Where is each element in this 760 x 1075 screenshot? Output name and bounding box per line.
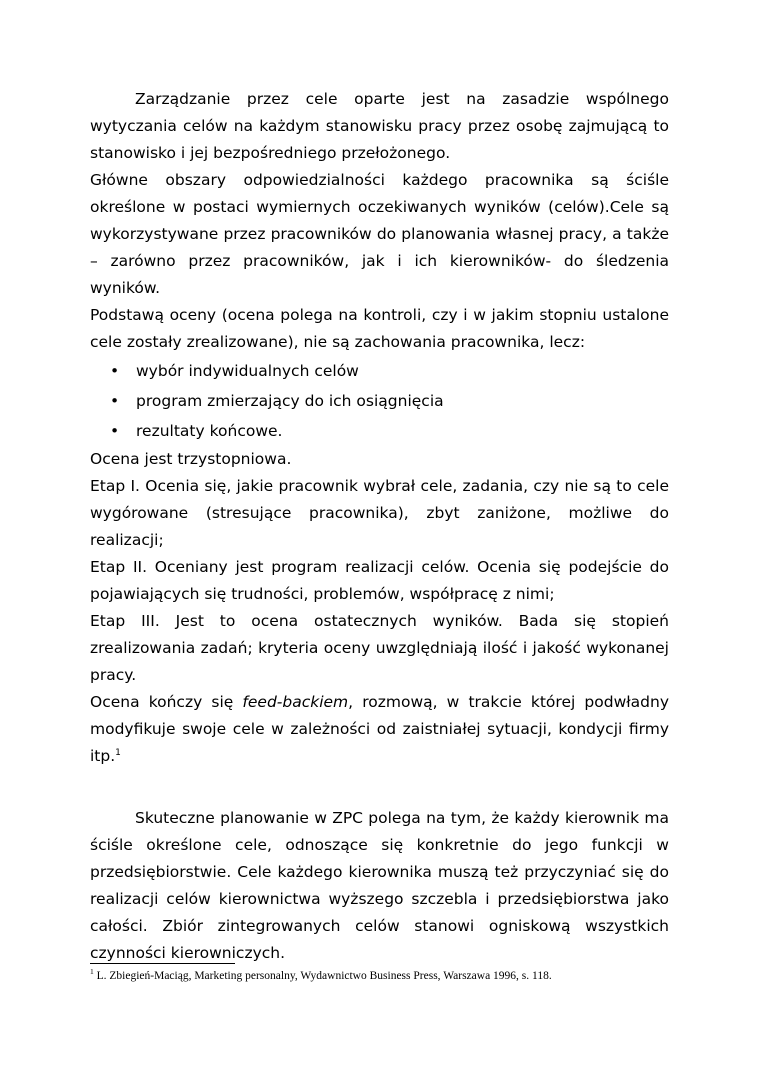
paragraph-three-stage: Ocena jest trzystopniowa. — [90, 450, 292, 468]
feedback-emphasis: feed-backiem — [242, 693, 349, 711]
list-item-text: rezultaty końcowe. — [136, 422, 283, 440]
list-item-text: wybór indywidualnych celów — [136, 362, 359, 380]
paragraph-evaluation-basis: Podstawą oceny (ocena polega na kontroli, czy i w jakim stopniu ustalone cele zostały zrealizowane), nie są zachowania pracownika, lecz: — [90, 306, 669, 351]
footnote-separator — [90, 963, 235, 964]
body-text — [90, 86, 669, 967]
feedback-text-before: Ocena kończy się — [90, 693, 243, 711]
paragraph-etap-1: Etap I. Ocenia się, jakie pracownik wybrał cele, zadania, czy nie są to cele wygórowane (stresujące pracownika), zbyt zaniżone, możliwe do realizacji; — [90, 477, 669, 549]
list-item — [90, 356, 669, 386]
footnote — [90, 968, 690, 984]
list-item-text: program zmierzający do ich osiągnięcia — [136, 392, 444, 410]
paragraph-feedback — [90, 689, 669, 770]
paragraph-gap — [90, 770, 669, 805]
paragraph-planning: Skuteczne planowanie w ZPC polega na tym, że każdy kierownik ma ściśle określone cele, odnoszące się konkretnie do jego funkcji w przedsiębiorstwie. Cele każdego kierownika muszą też przyczyniać się do realizacji celów kierownictwa wyższego szczebla i przedsiębiorstwa jako całości. Zbiór zintegrowanych celów stanowi ogniskową wszystkich czynności kierowniczych. — [90, 809, 669, 962]
footnote-reference: 1 — [115, 747, 121, 758]
list-item — [90, 386, 669, 416]
bullet-icon: • — [110, 362, 120, 380]
feedback-text-after: , rozmową, w trakcie której podwładny modyfikuje swoje cele w zależności od zaistniałej sytuacji, kondycji firmy itp. — [90, 693, 669, 765]
bullet-icon: • — [110, 422, 120, 440]
list-item — [90, 416, 669, 446]
paragraph-etap-2: Etap II. Oceniany jest program realizacji celów. Ocenia się podejście do pojawiających się trudności, problemów, współpracę z nimi; — [90, 558, 669, 603]
footnote-text: L. Zbiegień-Maciąg, Marketing personalny, Wydawnictwo Business Press, Warszawa 1996, s. 118. — [93, 970, 552, 982]
bullet-list — [90, 356, 669, 446]
footnote-marker: 1 — [90, 967, 94, 977]
paragraph-etap-3: Etap III. Jest to ocena ostatecznych wyników. Bada się stopień zrealizowania zadań; kryteria oceny uwzględniają ilość i jakość wykonanej pracy. — [90, 612, 669, 684]
paragraph-responsibilities: Główne obszary odpowiedzialności każdego pracownika są ściśle określone w postaci wymiernych oczekiwanych wyników (celów).Cele są wykorzystywane przez pracowników do planowania własnej pracy, a także – zarówno przez pracowników, jak i ich kierowników- do śledzenia wyników. — [90, 171, 669, 297]
paragraph-intro: Zarządzanie przez cele oparte jest na zasadzie wspólnego wytyczania celów na każdym stanowisku pracy przez osobę zajmującą to stanowisko i jej bezpośredniego przełożonego. — [90, 90, 669, 162]
bullet-icon: • — [110, 392, 120, 410]
